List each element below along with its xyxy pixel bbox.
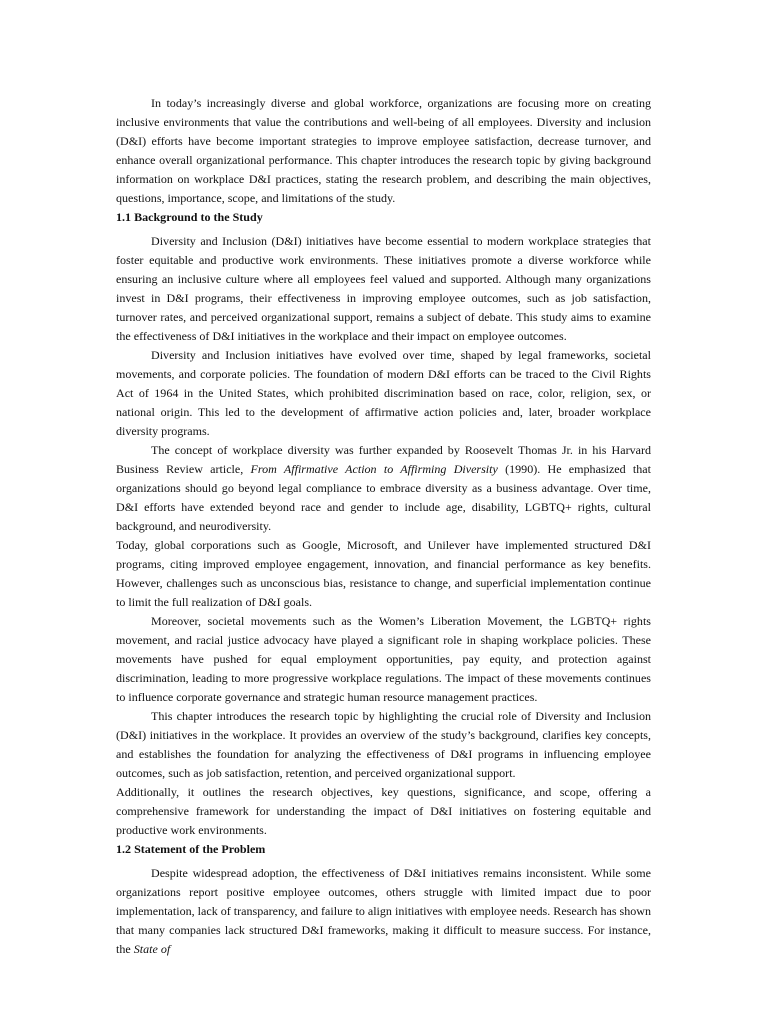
paragraph-text: The concept of workplace diversity was further expanded by Roosevelt Thomas Jr. in his Harvard Business Review article, bbox=[116, 443, 651, 476]
background-paragraph-6: This chapter introduces the research topic by highlighting the crucial role of Diversity and Inclusion (D&I) initiatives in the workplace. It provides an overview of the study’s background, clarifies key concepts, and establishes the foundation for analyzing the effectiveness of D&I programs in influencing employee outcomes, such as job satisfaction, retention, and perceived organizational support. bbox=[116, 709, 651, 780]
background-paragraph-2: Diversity and Inclusion initiatives have evolved over time, shaped by legal frameworks, societal movements, and corporate policies. The foundation of modern D&I efforts can be traced to the Civil Rights Act of 1964 in the United States, which prohibited discrimination based on race, color, religion, sex, or national origin. This led to the development of affirmative action policies and, later, broader workplace diversity programs. bbox=[116, 348, 651, 438]
paragraph-text: Despite widespread adoption, the effectiveness of D&I initiatives remains inconsistent. While some organizations report positive employee outcomes, others struggle with limited impact due to poor implementation, lack of transparency, and failure to align initiatives with employee needs. Research has shown that many companies lack structured D&I frameworks, making it difficult to measure success. For instance, the bbox=[116, 866, 651, 956]
intro-paragraph: In today’s increasingly diverse and global workforce, organizations are focusing more on creating inclusive environments that value the contributions and well-being of all employees. Diversity and inclusion (D&I) efforts have become important strategies to improve employee satisfaction, decrease turnover, and enhance overall organizational performance. This chapter introduces the research topic by giving background information on workplace D&I practices, stating the research problem, and describing the main objectives, questions, importance, scope, and limitations of the study. bbox=[116, 96, 651, 205]
background-paragraph-4: Today, global corporations such as Google, Microsoft, and Unilever have implemented structured D&I programs, citing improved employee engagement, innovation, and financial performance as key benefits. However, challenges such as unconscious bias, resistance to change, and superficial implementation continue to limit the full realization of D&I goals. bbox=[116, 538, 651, 609]
background-paragraph-7: Additionally, it outlines the research objectives, key questions, significance, and scope, offering a comprehensive framework for understanding the impact of D&I initiatives on fostering equitable and productive work environments. bbox=[116, 785, 651, 837]
paragraph-text: (1990). He emphasized that organizations should go beyond legal compliance to embrace diversity as a business advantage. Over time, D&I efforts have extended beyond race and gender to include age, disability, LGBTQ+ rights, cultural background, and neurodiversity. bbox=[116, 462, 651, 533]
problem-paragraph-1 bbox=[116, 864, 651, 959]
report-title: State of bbox=[133, 942, 171, 956]
background-paragraph-3 bbox=[116, 441, 651, 536]
background-paragraph-1: Diversity and Inclusion (D&I) initiatives have become essential to modern workplace strategies that foster equitable and productive work environments. These initiatives promote a diverse workforce while ensuring an inclusive culture where all employees feel valued and supported. Although many organizations invest in D&I programs, their effectiveness in improving employee outcomes, such as job satisfaction, turnover rates, and perceived organizational support, remains a subject of debate. This study aims to examine the effectiveness of D&I initiatives in the workplace and their impact on employee outcomes. bbox=[116, 234, 651, 343]
background-paragraph-5: Moreover, societal movements such as the Women’s Liberation Movement, the LGBTQ+ rights movement, and racial justice advocacy have played a significant role in shaping workplace policies. These movements have pushed for equal employment opportunities, pay equity, and protection against discrimination, leading to more progressive workplace regulations. The impact of these movements continues to influence corporate governance and strategic human resource management practices. bbox=[116, 614, 651, 704]
section-heading-problem: 1.2 Statement of the Problem bbox=[116, 842, 266, 856]
article-title: From Affirmative Action to Affirming Diversity bbox=[250, 462, 498, 476]
section-heading-background: 1.1 Background to the Study bbox=[116, 210, 263, 224]
document-page bbox=[116, 94, 651, 959]
